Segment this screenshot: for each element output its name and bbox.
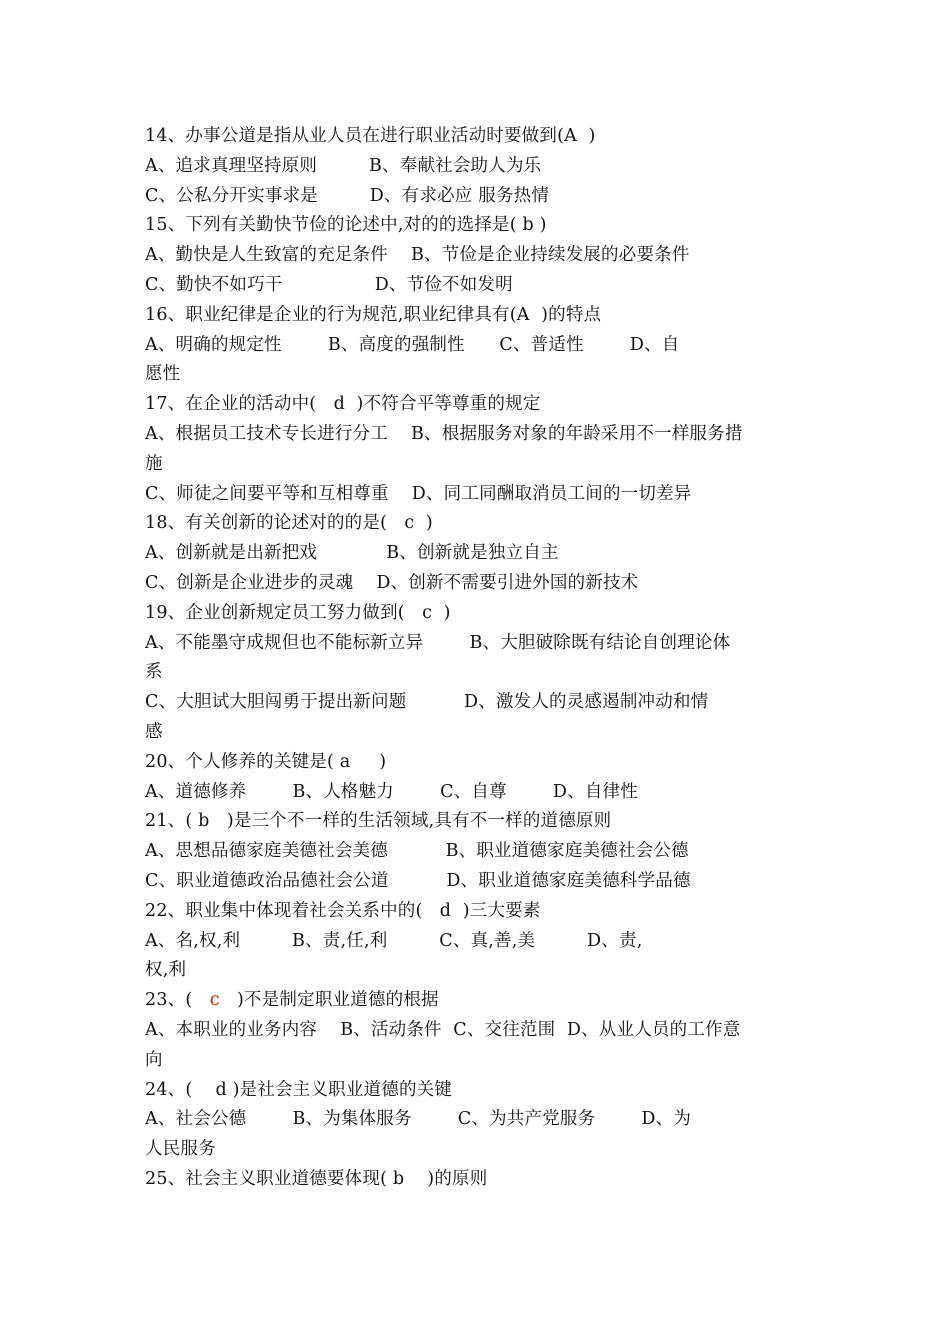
text-line: A、勤快是人生致富的充足条件 B、节俭是企业持续发展的必要条件 [145,245,690,266]
q23-answer: c [209,990,220,1011]
text-line: 施 [145,453,163,474]
text-line: 向 [145,1049,163,1070]
text-line: A、社会公德 B、为集体服务 C、为共产党服务 D、为 [145,1109,692,1130]
text-line: 感 [145,721,163,742]
text-line: 22、职业集中体现着社会关系中的( d )三大要素 [145,900,541,921]
text-line: C、勤快不如巧干 D、节俭不如发明 [145,274,513,295]
text-line: 21、( b )是三个不一样的生活领域,具有不一样的道德原则 [145,811,612,832]
text-line: 16、职业纪律是企业的行为规范,职业纪律具有(A )的特点 [145,304,602,325]
text-line: 14、办事公道是指从业人员在进行职业活动时要做到(A ) [145,126,596,146]
text-line: C、创新是企业进步的灵魂 D、创新不需要引进外国的新技术 [145,572,639,593]
text-line: C、公私分开实事求是 D、有求必应 服务热情 [145,185,550,206]
text-line: A、名,权,利 B、责,任,利 C、真,善,美 D、责, [145,930,643,951]
text-line: 权,利 [145,960,187,981]
text-line: 25、社会主义职业道德要体现( b )的原则 [145,1168,488,1189]
question-23 [145,986,810,1016]
text-line: 15、下列有关勤快节俭的论述中,对的的选择是( b ) [145,215,547,236]
text-line: A、追求真理坚持原则 B、奉献社会助人为乐 [145,155,542,176]
text-line: A、根据员工技术专长进行分工 B、根据服务对象的年龄采用不一样服务措 [145,423,743,444]
text-line: C、大胆试大胆闯勇于提出新问题 D、激发人的灵感遏制冲动和情 [145,692,709,713]
q23-prefix: 23、( [145,990,210,1011]
text-line: C、师徒之间要平等和互相尊重 D、同工同酬取消员工间的一切差异 [145,483,692,504]
text-line: A、明确的规定性 B、高度的强制性 C、普适性 D、自 [145,334,680,355]
text-line: C、职业道德政治品德社会公道 D、职业道德家庭美德科学品德 [145,870,691,891]
text-line: A、道德修养 B、人格魅力 C、自尊 D、自律性 [145,781,638,802]
text-line: A、不能墨守成规但也不能标新立异 B、大胆破除既有结论自创理论体 [145,632,731,653]
text-line: A、本职业的业务内容 B、活动条件 C、交往范围 D、从业人员的工作意 [145,1019,741,1040]
text-line: A、创新就是出新把戏 B、创新就是独立自主 [145,543,559,564]
text-line: 系 [145,662,163,683]
text-line: 人民服务 [145,1139,216,1160]
text-line: A、思想品德家庭美德社会美德 B、职业道德家庭美德社会公德 [145,841,689,862]
text-line: 20、个人修养的关键是( a ) [145,751,387,772]
text-line: 24、( d )是社会主义职业道德的关键 [145,1079,453,1100]
text-line: 18、有关创新的论述对的的是( c ) [145,513,433,534]
question-list [145,122,810,1195]
q23-suffix: )不是制定职业道德的根据 [219,990,439,1011]
text-line: 愿性 [145,364,181,385]
text-line: 17、在企业的活动中( d )不符合平等尊重的规定 [145,394,541,415]
text-line: 19、企业创新规定员工努力做到( c ) [145,602,451,623]
